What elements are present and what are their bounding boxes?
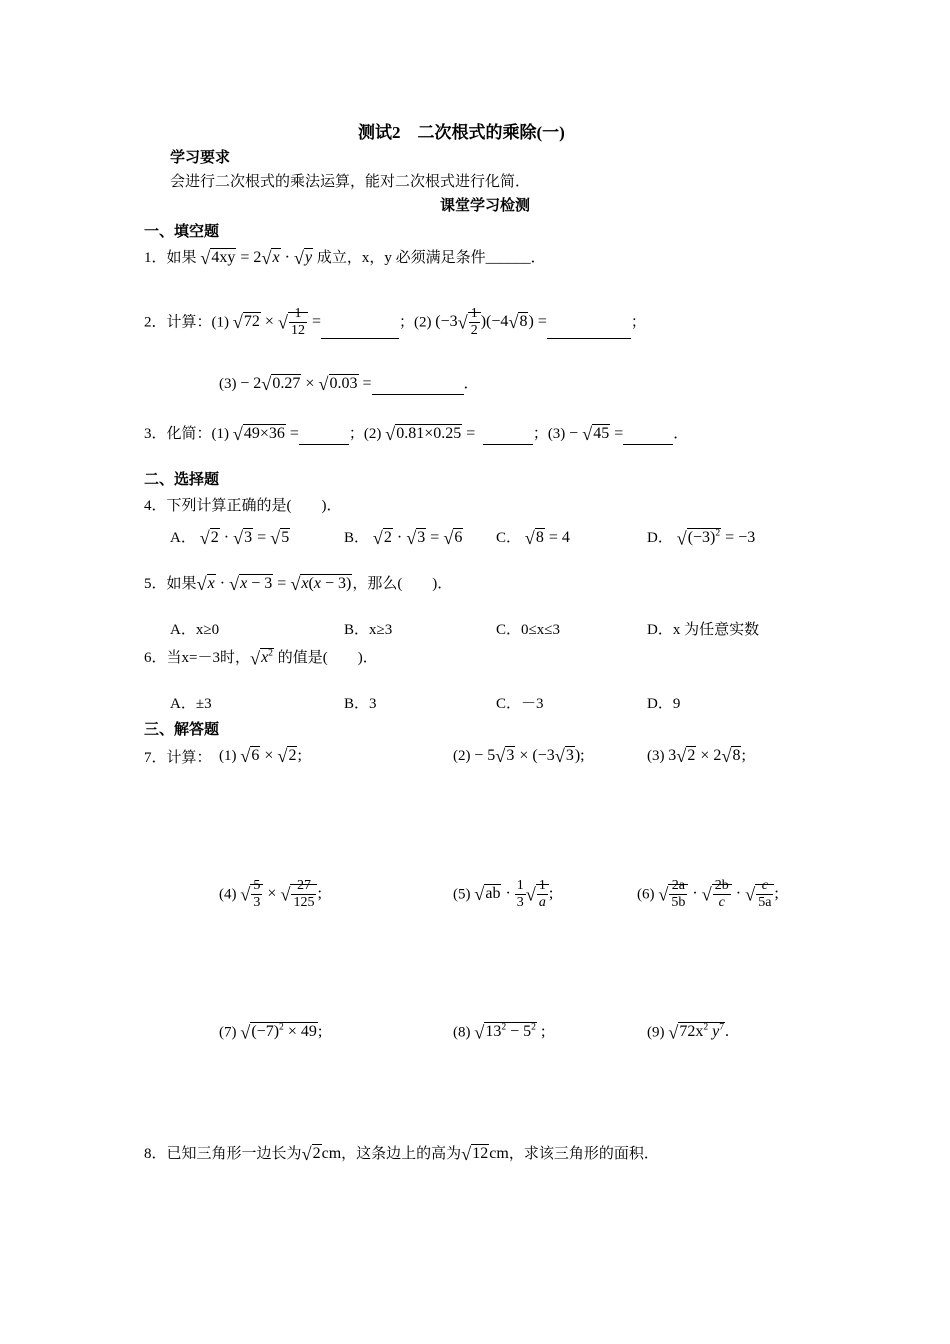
question-3 xyxy=(144,422,688,445)
option-label: B． xyxy=(344,530,370,546)
section-fill-blank: 一、填空题 xyxy=(144,224,220,240)
q4-option-c[interactable] xyxy=(496,526,570,549)
q3-formula-2: √0.81×0.25 = xyxy=(385,424,476,444)
q5-text: 5．如果 xyxy=(144,576,197,592)
q5-text-end: ，那么( )． xyxy=(352,576,453,592)
requirements-text: 会进行二次根式的乘法运算，能对二次根式进行化简． xyxy=(170,174,531,190)
section-answer: 三、解答题 xyxy=(144,722,220,738)
q2-formula-1: √72 × √ $\frac{1}{12}$ = xyxy=(232,306,321,339)
item-label: (2) xyxy=(453,748,471,764)
q6-option-b[interactable]: B．3 xyxy=(344,696,377,712)
q1-text: 1．如果 xyxy=(144,250,197,266)
q7-item xyxy=(219,746,302,767)
item-formula: √ $\frac{5}{3}$ × √ $\frac{27}{125}$ ; xyxy=(240,878,322,911)
answer-blank[interactable] xyxy=(547,323,631,339)
item-label: (5) xyxy=(453,886,471,903)
option-formula: √2 · √3 = √6 xyxy=(372,528,463,548)
option-label: C． xyxy=(496,530,522,546)
q7-item xyxy=(453,746,585,767)
q6-text-end: 的值是( )． xyxy=(277,650,378,666)
option-label: D． xyxy=(647,530,673,546)
q3-formula-1: √49×36 = xyxy=(232,424,299,444)
q7-item xyxy=(219,878,322,911)
q5-option-a[interactable]: A．x≥0 xyxy=(170,622,220,638)
q5-option-c[interactable]: C．0≤x≤3 xyxy=(496,622,560,638)
q6-option-c[interactable]: C．－3 xyxy=(496,696,544,712)
question-2 xyxy=(144,306,646,339)
q4-option-b[interactable] xyxy=(344,526,463,549)
q7-item xyxy=(453,1022,545,1043)
q2-formula-3: − 2√0.27 × √0.03 = xyxy=(240,374,372,394)
answer-blank[interactable] xyxy=(321,323,399,339)
item-formula: − 5√3 × (−3√3); xyxy=(474,746,585,766)
q8-formula-2: √12cm xyxy=(461,1144,509,1164)
q6-option-d[interactable]: D．9 xyxy=(647,696,681,712)
item-label: (1) xyxy=(219,748,237,764)
q4-option-d[interactable] xyxy=(647,526,755,549)
item-label: (4) xyxy=(219,886,237,903)
item-label: (7) xyxy=(219,1024,237,1041)
q3-text: 3．化简：(1) xyxy=(144,426,229,442)
q2-label-3: (3) xyxy=(219,376,237,392)
option-label: A． xyxy=(170,530,196,546)
q4-stem: 4．下列计算正确的是( )． xyxy=(144,498,342,514)
q5-option-b[interactable]: B．x≥3 xyxy=(344,622,393,638)
item-label: (8) xyxy=(453,1024,471,1041)
option-formula: √8 = 4 xyxy=(524,528,570,548)
item-formula: $√13^2 - 5^2$ ; xyxy=(474,1022,546,1043)
q1-formula: √4xy = 2√x · √y xyxy=(200,248,313,268)
q5-option-d[interactable]: D．x 为任意实数 xyxy=(647,622,760,638)
q4-option-a[interactable] xyxy=(170,526,290,549)
q7-item xyxy=(219,1022,322,1043)
q3-sep-2: ；(3) xyxy=(532,426,566,442)
q8-formula-1: √2cm xyxy=(301,1144,342,1164)
answer-blank[interactable] xyxy=(372,379,464,395)
item-label: (3) xyxy=(647,748,665,764)
q1-text-end: 成立，x，y 必须满足条件______． xyxy=(316,250,546,266)
q5-stem xyxy=(144,572,452,595)
q3-formula-3: − √45 = xyxy=(569,424,624,444)
question-2-part-3 xyxy=(219,372,479,395)
q7-stem: 7．计算： xyxy=(144,750,212,766)
q8-text: 8．已知三角形一边长为 xyxy=(144,1146,302,1162)
q6-text: 6．当x=－3时， xyxy=(144,650,250,666)
q2-formula-2: (−3√ $\frac{1}{2}$ )(−4√8) = xyxy=(435,306,547,339)
q2-text: 2．计算：(1) xyxy=(144,314,229,331)
q7-item xyxy=(453,878,553,911)
q6-formula: $√x^2$ xyxy=(249,647,273,668)
q3-end: ． xyxy=(673,426,689,442)
q7-item xyxy=(647,746,746,767)
question-8 xyxy=(144,1142,659,1165)
item-label: (6) xyxy=(637,886,655,903)
answer-blank[interactable] xyxy=(623,429,673,445)
q6-option-a[interactable]: A．±3 xyxy=(170,696,212,712)
item-label: (9) xyxy=(647,1024,665,1041)
option-formula: √2 · √3 = √5 xyxy=(199,528,290,548)
q5-formula: √x · √x − 3 = √x(x − 3) xyxy=(196,574,352,594)
q2-end: ； xyxy=(630,314,646,331)
item-formula: √ab · $\frac{1}{3}$ √ $\frac{1}{a}$ ; xyxy=(474,878,554,911)
item-formula: 3√2 × 2√8; xyxy=(668,746,746,766)
item-formula: $√(-7)^2 \times 49$; xyxy=(240,1022,323,1043)
item-formula: √6 × √2; xyxy=(240,746,302,766)
item-formula: $√72x^2$ $y^7$. xyxy=(668,1022,730,1043)
requirements-heading: 学习要求 xyxy=(170,150,231,166)
section-choice: 二、选择题 xyxy=(144,472,220,488)
section-subheading: 课堂学习检测 xyxy=(440,198,531,214)
answer-blank[interactable] xyxy=(483,429,533,445)
q7-item xyxy=(637,878,779,911)
q2-sep: ；(2) xyxy=(399,314,432,331)
answer-blank[interactable] xyxy=(299,429,349,445)
q2-end-3: ． xyxy=(463,376,479,392)
q8-text-end: ，求该三角形的面积． xyxy=(508,1146,659,1162)
question-1 xyxy=(144,246,546,269)
q8-text-mid: ，这条边上的高为 xyxy=(341,1146,462,1162)
page-title: 测试2 二次根式的乘除(一) xyxy=(358,123,565,142)
q6-stem xyxy=(144,646,378,669)
q3-sep-1: ；(2) xyxy=(348,426,382,442)
q7-item xyxy=(647,1022,729,1043)
item-formula: √ $\frac{2a}{5b}$ · √ $\frac{2b}{c}$ · √ $\frac{c}{5a}$ ; xyxy=(658,878,779,911)
option-formula: $√(-3)^2 = -3$ xyxy=(676,527,756,548)
